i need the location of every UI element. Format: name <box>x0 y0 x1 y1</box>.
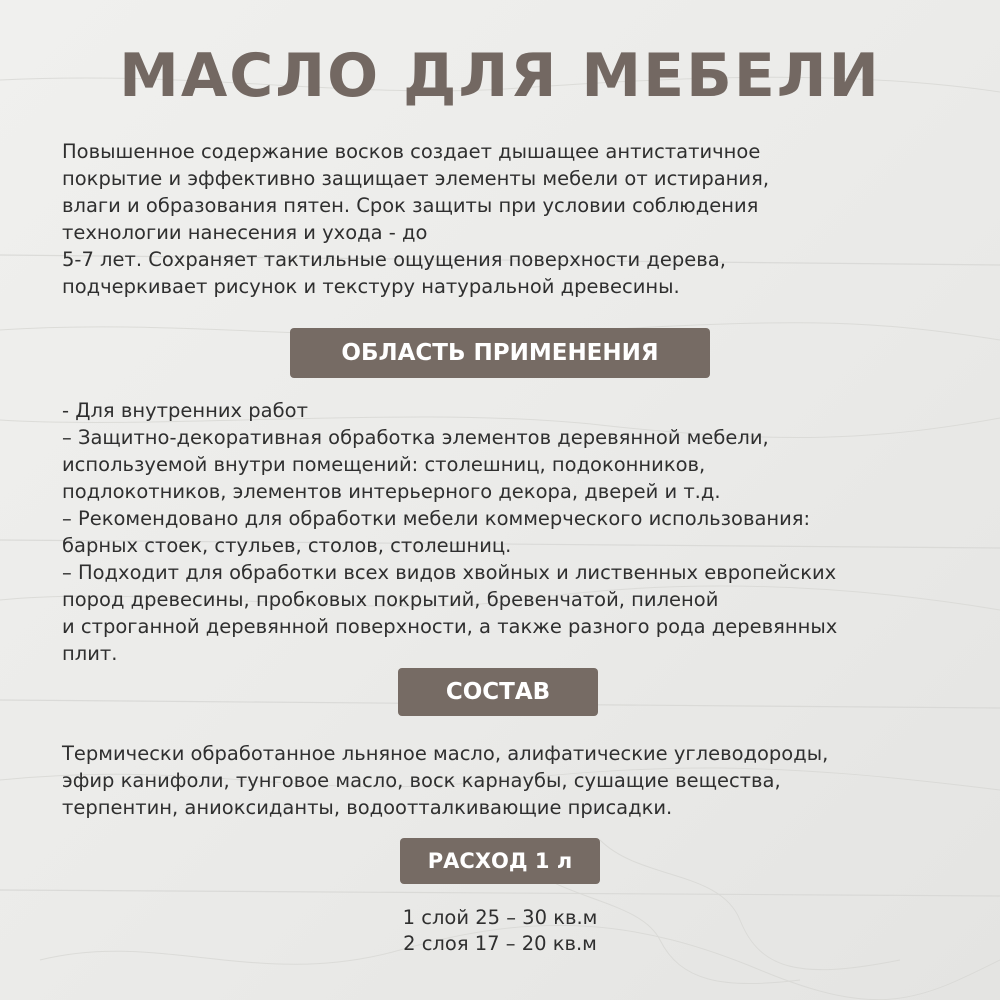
composition-line: терпентин, аниоксиданты, водоотталкивающие присадки. <box>62 796 673 819</box>
consumption-line: 2 слоя 17 – 20 кв.м <box>403 932 597 955</box>
application-line: – Рекомендовано для обработки мебели коммерческого использования: <box>62 507 811 530</box>
application-section-heading: ОБЛАСТЬ ПРИМЕНЕНИЯ <box>290 328 710 378</box>
intro-line: технологии нанесения и ухода - до <box>62 221 428 244</box>
intro-line: Повышенное содержание восков создает дышащее антистатичное <box>62 140 761 163</box>
application-line: и строганной деревянной поверхности, а также разного рода деревянных <box>62 615 838 638</box>
application-list <box>62 397 962 667</box>
application-line: – Подходит для обработки всех видов хвойных и лиственных европейских <box>62 561 837 584</box>
composition-line: эфир канифоли, тунговое масло, воск карнаубы, сушащие вещества, <box>62 769 781 792</box>
application-line: – Защитно-декоративная обработка элементов деревянной мебели, <box>62 426 769 449</box>
consumption-values <box>0 905 1000 957</box>
intro-line: подчеркивает рисунок и текстуру натуральной древесины. <box>62 275 680 298</box>
intro-paragraph <box>62 138 962 300</box>
consumption-section-heading: РАСХОД 1 л <box>400 838 600 884</box>
application-line: используемой внутри помещений: столешниц, подоконников, <box>62 453 706 476</box>
application-line: плит. <box>62 642 118 665</box>
consumption-line: 1 слой 25 – 30 кв.м <box>402 906 598 929</box>
composition-paragraph <box>62 740 962 821</box>
application-line: - Для внутренних работ <box>62 399 308 422</box>
intro-line: 5-7 лет. Сохраняет тактильные ощущения поверхности дерева, <box>62 248 726 271</box>
composition-line: Термически обработанное льняное масло, алифатические углеводороды, <box>62 742 829 765</box>
composition-section-heading: СОСТАВ <box>398 668 598 716</box>
page-title: МАСЛО ДЛЯ МЕБЕЛИ <box>119 41 881 111</box>
intro-line: влаги и образования пятен. Срок защиты при условии соблюдения <box>62 194 759 217</box>
application-line: барных стоек, стульев, столов, столешниц. <box>62 534 512 557</box>
application-line: подлокотников, элементов интерьерного декора, дверей и т.д. <box>62 480 721 503</box>
application-line: пород древесины, пробковых покрытий, бревенчатой, пиленой <box>62 588 719 611</box>
intro-line: покрытие и эффективно защищает элементы мебели от истирания, <box>62 167 770 190</box>
